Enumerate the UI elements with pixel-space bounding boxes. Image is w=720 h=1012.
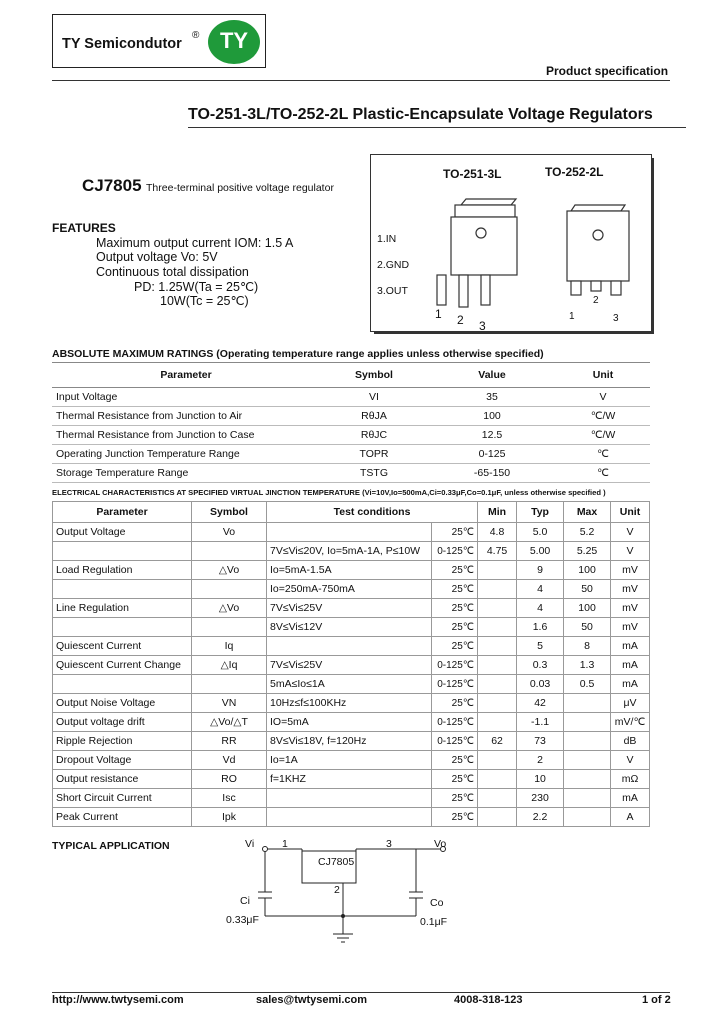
cond-cell: 7V≤Vi≤20V, Io=5mA-1A, P≤10W: [267, 542, 432, 561]
min-cell: [478, 618, 517, 637]
unit-cell: V: [611, 751, 650, 770]
registered-mark: ®: [192, 30, 200, 41]
package-drawing: [370, 154, 652, 332]
param-cell: Quiescent Current: [53, 637, 192, 656]
unit-cell: mA: [611, 656, 650, 675]
min-cell: 4.8: [478, 523, 517, 542]
param-cell: Ripple Rejection: [53, 732, 192, 751]
unit-cell: ℃/W: [556, 426, 650, 445]
col-header: Unit: [611, 502, 650, 523]
symbol-cell: Isc: [192, 789, 267, 808]
part-line: [82, 176, 334, 196]
table-row: [53, 713, 650, 732]
typ-cell: 5.00: [517, 542, 564, 561]
pin-number: 2: [457, 313, 464, 327]
typ-cell: 9: [517, 561, 564, 580]
max-cell: 0.5: [564, 675, 611, 694]
temp-cell: 25℃: [432, 808, 478, 827]
unit-cell: mA: [611, 789, 650, 808]
package-outline-icon: [371, 155, 653, 333]
symbol-cell: RθJA: [320, 407, 428, 426]
application-heading: TYPICAL APPLICATION: [52, 840, 170, 852]
cond-cell: 5mA≤Io≤1A: [267, 675, 432, 694]
typ-cell: 0.3: [517, 656, 564, 675]
typ-cell: 2.2: [517, 808, 564, 827]
cond-cell: [267, 637, 432, 656]
table-row: [53, 618, 650, 637]
temp-cell: 25℃: [432, 637, 478, 656]
page-title: TO-251-3L/TO-252-2L Plastic-Encapsulate Voltage Regulators: [188, 106, 653, 123]
pin1-label: 1: [282, 838, 288, 850]
temp-cell: 25℃: [432, 618, 478, 637]
max-cell: 8: [564, 637, 611, 656]
table-row: [52, 388, 650, 407]
pin-label-gnd: 2.GND: [377, 259, 410, 271]
temp-cell: 25℃: [432, 580, 478, 599]
col-header: Parameter: [53, 502, 192, 523]
feature-line: PD: 1.25W(Ta = 25℃): [134, 280, 259, 294]
cond-cell: Io=1A: [267, 751, 432, 770]
param-cell: [53, 542, 192, 561]
table-row: [53, 561, 650, 580]
unit-cell: V: [611, 542, 650, 561]
min-cell: [478, 675, 517, 694]
table-row: [53, 637, 650, 656]
pin-number: 3: [613, 313, 619, 324]
temp-cell: 0-125℃: [432, 656, 478, 675]
pin-number: 3: [479, 319, 486, 333]
pin-number: 1: [569, 311, 575, 322]
typ-cell: 0.03: [517, 675, 564, 694]
col-header: Min: [478, 502, 517, 523]
symbol-cell: △Vo/△T: [192, 713, 267, 732]
param-cell: Thermal Resistance from Junction to Case: [52, 426, 320, 445]
ci-label: Ci: [240, 895, 250, 907]
table-row: [53, 770, 650, 789]
temp-cell: 25℃: [432, 694, 478, 713]
max-cell: 1.3: [564, 656, 611, 675]
max-cell: 50: [564, 618, 611, 637]
min-cell: [478, 770, 517, 789]
temp-cell: 0-125℃: [432, 732, 478, 751]
unit-cell: ℃: [556, 464, 650, 483]
param-cell: Input Voltage: [52, 388, 320, 407]
max-cell: [564, 713, 611, 732]
col-header: Symbol: [192, 502, 267, 523]
symbol-cell: [192, 618, 267, 637]
co-value: 0.1μF: [420, 916, 448, 928]
table-row: [53, 580, 650, 599]
cond-cell: 7V≤Vi≤25V: [267, 599, 432, 618]
table-header-row: [52, 363, 650, 388]
cond-cell: [267, 789, 432, 808]
temp-cell: 25℃: [432, 751, 478, 770]
footer-phone: 4008-318-123: [454, 994, 523, 1006]
max-cell: [564, 751, 611, 770]
table-header-row: [53, 502, 650, 523]
cond-cell: Io=5mA-1.5A: [267, 561, 432, 580]
symbol-cell: Vo: [192, 523, 267, 542]
table-row: [52, 426, 650, 445]
features-heading: FEATURES: [52, 221, 116, 235]
unit-cell: mV: [611, 618, 650, 637]
symbol-cell: [192, 542, 267, 561]
logo-text: TY: [219, 28, 249, 53]
ci-value: 0.33μF: [226, 914, 259, 926]
typ-cell: 5: [517, 637, 564, 656]
symbol-cell: Vd: [192, 751, 267, 770]
temp-cell: 25℃: [432, 770, 478, 789]
col-header: Max: [564, 502, 611, 523]
temp-cell: 25℃: [432, 599, 478, 618]
col-header: Value: [428, 363, 556, 388]
typ-cell: 42: [517, 694, 564, 713]
param-cell: Load Regulation: [53, 561, 192, 580]
min-cell: [478, 789, 517, 808]
package-label-to251: TO-251-3L: [443, 167, 502, 181]
cond-cell: IO=5mA: [267, 713, 432, 732]
param-cell: Line Regulation: [53, 599, 192, 618]
abs-max-table: [52, 362, 650, 483]
table-row: [53, 675, 650, 694]
table-row: [53, 808, 650, 827]
max-cell: 100: [564, 599, 611, 618]
symbol-cell: TSTG: [320, 464, 428, 483]
symbol-cell: [192, 580, 267, 599]
max-cell: 100: [564, 561, 611, 580]
header-rule: [52, 80, 670, 81]
symbol-cell: VN: [192, 694, 267, 713]
temp-cell: 0-125℃: [432, 542, 478, 561]
pin3-label: 3: [386, 838, 392, 850]
feature-line: Maximum output current IOM: 1.5 A: [96, 236, 294, 250]
pin-label-out: 3.OUT: [377, 285, 408, 297]
symbol-cell: [192, 675, 267, 694]
value-cell: 12.5: [428, 426, 556, 445]
param-cell: Short Circuit Current: [53, 789, 192, 808]
table-row: [53, 732, 650, 751]
max-cell: [564, 732, 611, 751]
param-cell: Dropout Voltage: [53, 751, 192, 770]
param-cell: Operating Junction Temperature Range: [52, 445, 320, 464]
cond-cell: 8V≤Vi≤18V, f=120Hz: [267, 732, 432, 751]
footer-website-link[interactable]: http://www.twtysemi.com: [52, 994, 184, 1006]
footer-page-number: 1 of 2: [642, 994, 671, 1006]
max-cell: 5.25: [564, 542, 611, 561]
table-row: [52, 445, 650, 464]
param-cell: Output resistance: [53, 770, 192, 789]
max-cell: [564, 808, 611, 827]
typ-cell: 4: [517, 580, 564, 599]
typ-cell: 73: [517, 732, 564, 751]
min-cell: [478, 656, 517, 675]
symbol-cell: △Iq: [192, 656, 267, 675]
symbol-cell: RθJC: [320, 426, 428, 445]
value-cell: 0-125: [428, 445, 556, 464]
temp-cell: 25℃: [432, 789, 478, 808]
typ-cell: 10: [517, 770, 564, 789]
table-row: [53, 523, 650, 542]
unit-cell: dB: [611, 732, 650, 751]
cond-cell: [267, 523, 432, 542]
footer-email-link[interactable]: sales@twtysemi.com: [256, 994, 367, 1006]
chip-label: CJ7805: [318, 856, 355, 868]
param-cell: Output Voltage: [53, 523, 192, 542]
min-cell: [478, 694, 517, 713]
elec-title: ELECTRICAL CHARACTERISTICS AT SPECIFIED VIRTUAL JINCTION TEMPERATURE (Vi=10V,Io=500mA,Ci=0.33μF,Co=0.1μF, unless otherwise specified ): [52, 488, 606, 497]
typ-cell: -1.1: [517, 713, 564, 732]
elec-table-body: [53, 523, 650, 827]
min-cell: [478, 808, 517, 827]
max-cell: [564, 694, 611, 713]
unit-cell: mV/℃: [611, 713, 650, 732]
vi-label: Vi: [245, 838, 255, 850]
table-row: [52, 407, 650, 426]
unit-cell: mV: [611, 561, 650, 580]
temp-cell: 0-125℃: [432, 713, 478, 732]
abs-max-title: ABSOLUTE MAXIMUM RATINGS (Operating temperature range applies unless otherwise specified): [52, 348, 544, 360]
unit-cell: mV: [611, 580, 650, 599]
temp-cell: 25℃: [432, 523, 478, 542]
unit-cell: ℃: [556, 445, 650, 464]
typ-cell: 4: [517, 599, 564, 618]
unit-cell: mV: [611, 599, 650, 618]
value-cell: -65-150: [428, 464, 556, 483]
unit-cell: mA: [611, 637, 650, 656]
symbol-cell: RR: [192, 732, 267, 751]
part-description: Three-terminal positive voltage regulator: [146, 182, 334, 194]
unit-cell: μV: [611, 694, 650, 713]
pin2-label: 2: [334, 884, 340, 896]
cond-cell: 8V≤Vi≤12V: [267, 618, 432, 637]
min-cell: [478, 561, 517, 580]
product-spec-label: Product specification: [546, 64, 669, 78]
application-circuit: [220, 836, 460, 948]
col-header: Test conditions: [267, 502, 478, 523]
cond-cell: 10Hz≤f≤100KHz: [267, 694, 432, 713]
min-cell: [478, 751, 517, 770]
table-row: [53, 694, 650, 713]
max-cell: 50: [564, 580, 611, 599]
table-row: [53, 789, 650, 808]
param-cell: Thermal Resistance from Junction to Air: [52, 407, 320, 426]
param-cell: [53, 618, 192, 637]
min-cell: [478, 599, 517, 618]
param-cell: Peak Current: [53, 808, 192, 827]
col-header: Unit: [556, 363, 650, 388]
col-header: Typ: [517, 502, 564, 523]
temp-cell: 25℃: [432, 561, 478, 580]
cond-cell: [267, 808, 432, 827]
cond-cell: f=1KHZ: [267, 770, 432, 789]
symbol-cell: VI: [320, 388, 428, 407]
min-cell: 4.75: [478, 542, 517, 561]
param-cell: Storage Temperature Range: [52, 464, 320, 483]
min-cell: [478, 580, 517, 599]
typ-cell: 230: [517, 789, 564, 808]
unit-cell: mA: [611, 675, 650, 694]
symbol-cell: Ipk: [192, 808, 267, 827]
table-row: [53, 599, 650, 618]
min-cell: [478, 713, 517, 732]
symbol-cell: Iq: [192, 637, 267, 656]
co-label: Co: [430, 897, 444, 909]
min-cell: 62: [478, 732, 517, 751]
col-header: Parameter: [52, 363, 320, 388]
unit-cell: V: [611, 523, 650, 542]
footer-rule: [52, 992, 670, 993]
unit-cell: ℃/W: [556, 407, 650, 426]
temp-cell: 0-125℃: [432, 675, 478, 694]
table-row: [52, 464, 650, 483]
package-label-to252: TO-252-2L: [545, 165, 604, 179]
symbol-cell: △Vo: [192, 561, 267, 580]
param-cell: Quiescent Current Change: [53, 656, 192, 675]
max-cell: 5.2: [564, 523, 611, 542]
feature-line: Output voltage Vo: 5V: [96, 250, 218, 264]
pin-number: 2: [593, 295, 599, 306]
typ-cell: 2: [517, 751, 564, 770]
col-header: Symbol: [320, 363, 428, 388]
param-cell: Output Noise Voltage: [53, 694, 192, 713]
unit-cell: A: [611, 808, 650, 827]
param-cell: [53, 675, 192, 694]
feature-line: Continuous total dissipation: [96, 265, 249, 279]
title-rule: [188, 127, 686, 128]
param-cell: [53, 580, 192, 599]
unit-cell: V: [556, 388, 650, 407]
elec-table: [52, 501, 650, 827]
symbol-cell: TOPR: [320, 445, 428, 464]
unit-cell: mΩ: [611, 770, 650, 789]
symbol-cell: RO: [192, 770, 267, 789]
max-cell: [564, 770, 611, 789]
typ-cell: 1.6: [517, 618, 564, 637]
min-cell: [478, 637, 517, 656]
pin-label-in: 1.IN: [377, 233, 397, 245]
table-row: [53, 542, 650, 561]
cond-cell: Io=250mA-750mA: [267, 580, 432, 599]
brand-name: TY Semicondutor: [62, 36, 182, 52]
value-cell: 35: [428, 388, 556, 407]
max-cell: [564, 789, 611, 808]
table-row: [53, 656, 650, 675]
param-cell: Output voltage drift: [53, 713, 192, 732]
value-cell: 100: [428, 407, 556, 426]
cond-cell: 7V≤Vi≤25V: [267, 656, 432, 675]
part-number: CJ7805: [82, 176, 142, 195]
feature-line: 10W(Tc = 25℃): [160, 294, 249, 308]
table-row: [53, 751, 650, 770]
symbol-cell: △Vo: [192, 599, 267, 618]
typ-cell: 5.0: [517, 523, 564, 542]
pin-number: 1: [435, 307, 442, 321]
vo-label: Vo: [434, 838, 447, 850]
